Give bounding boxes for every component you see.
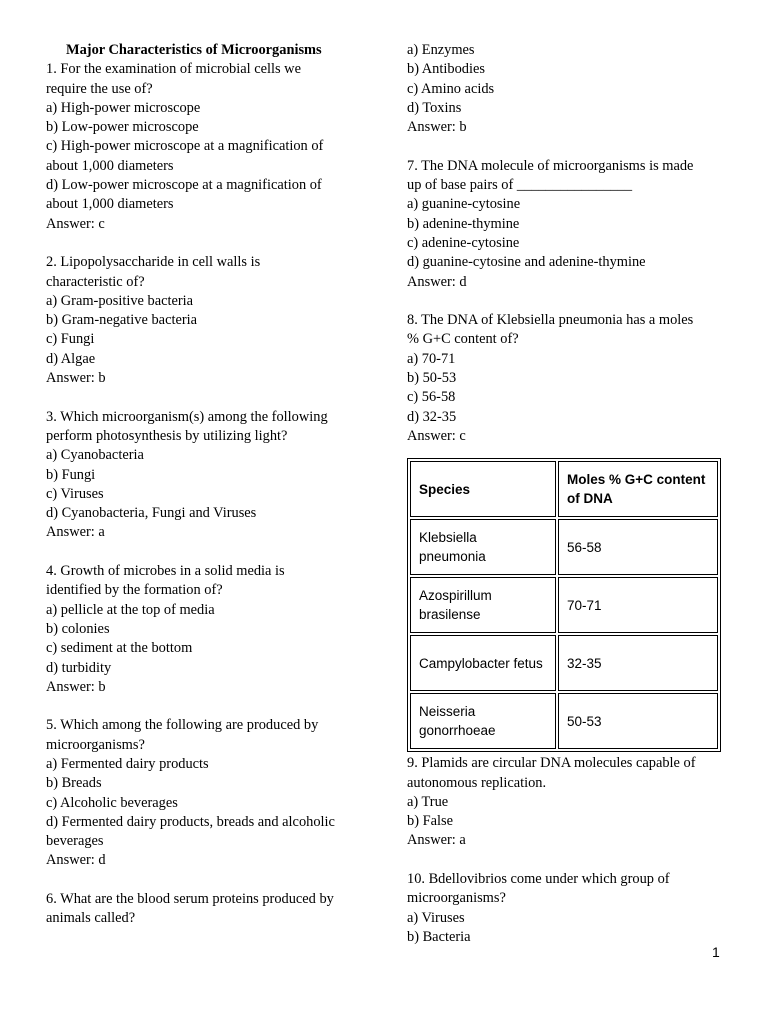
text-line: 5. Which among the following are produced by	[46, 717, 319, 734]
table-header-cell: Species	[410, 461, 556, 517]
text-line: b) Breads	[46, 775, 102, 792]
text-line: 10. Bdellovibrios come under which group of	[407, 871, 670, 888]
text-line: characteristic of?	[46, 273, 145, 290]
right-question-list-bottom	[407, 754, 727, 947]
text-line: 6. What are the blood serum proteins produced by	[46, 891, 334, 908]
table-row	[410, 577, 718, 633]
text-line: require the use of?	[46, 80, 153, 97]
text-line: c) Amino acids	[407, 80, 495, 97]
text-line: a) Fermented dairy products	[46, 755, 209, 772]
text-line: a) pellicle at the top of media	[46, 601, 215, 618]
text-line: a) guanine-cytosine	[407, 196, 521, 213]
text-line: b) Low-power microscope	[46, 119, 199, 136]
text-line: 2. Lipopolysaccharide in cell walls is	[46, 254, 261, 271]
answer-line: Answer: a	[407, 832, 466, 849]
text-line: d) Low-power microscope at a magnification of	[46, 177, 322, 194]
text-line: perform photosynthesis by utilizing light?	[46, 427, 288, 444]
text-line: identified by the formation of?	[46, 582, 223, 599]
species-cell: Campylobacter fetus	[410, 635, 556, 691]
text-line: b) colonies	[46, 620, 110, 637]
table-row	[410, 635, 718, 691]
answer-line: Answer: a	[46, 524, 105, 541]
species-gc-table	[407, 458, 721, 752]
text-line: b) adenine-thymine	[407, 215, 520, 232]
text-line: a) Enzymes	[407, 42, 475, 58]
text-line: c) Fungi	[46, 331, 95, 348]
answer-line: Answer: c	[407, 427, 466, 444]
table-header-row	[410, 461, 718, 517]
answer-line: Answer: b	[46, 370, 106, 387]
text-line: up of base pairs of ________________	[407, 177, 633, 194]
answer-line: Answer: d	[46, 852, 106, 869]
text-line: d) turbidity	[46, 659, 112, 676]
left-column	[46, 41, 376, 929]
gc-content-cell: 70-71	[558, 577, 718, 633]
answer-line: Answer: d	[407, 273, 467, 290]
table-row	[410, 693, 718, 749]
text-line: a) Gram-positive bacteria	[46, 292, 194, 309]
answer-line: Answer: b	[46, 678, 106, 695]
text-line: % G+C content of?	[407, 331, 519, 348]
text-line: d) guanine-cytosine and adenine-thymine	[407, 254, 646, 271]
text-line	[407, 851, 727, 870]
text-line: d) 32-35	[407, 408, 457, 425]
text-line: c) sediment at the bottom	[46, 640, 193, 657]
text-line: beverages	[46, 833, 104, 850]
text-line: c) High-power microscope at a magnification of	[46, 138, 324, 155]
text-line: 9. Plamids are circular DNA molecules capable of	[407, 755, 696, 772]
text-line: 3. Which microorganism(s) among the following	[46, 408, 328, 425]
text-line: a) 70-71	[407, 350, 456, 367]
text-line	[407, 292, 727, 311]
text-line: 1. For the examination of microbial cells we	[46, 61, 301, 78]
text-line: c) 56-58	[407, 389, 456, 406]
text-line: microorganisms?	[407, 890, 506, 907]
text-line	[46, 871, 376, 890]
text-line: a) Viruses	[407, 909, 465, 926]
text-line: c) Viruses	[46, 485, 104, 502]
text-line: a) Cyanobacteria	[46, 447, 144, 464]
text-line: 7. The DNA molecule of microorganisms is made	[407, 157, 694, 174]
species-cell: Azospirillum brasilense	[410, 577, 556, 633]
text-line: a) High-power microscope	[46, 99, 201, 116]
text-line: c) Alcoholic beverages	[46, 794, 178, 811]
text-line: autonomous replication.	[407, 774, 547, 791]
text-line: a) True	[407, 793, 449, 810]
text-line: d) Fermented dairy products, breads and alcoholic	[46, 813, 335, 830]
text-line: d) Cyanobacteria, Fungi and Viruses	[46, 505, 257, 522]
text-line: c) adenine-cytosine	[407, 234, 520, 251]
gc-content-cell: 56-58	[558, 519, 718, 575]
text-line: d) Toxins	[407, 99, 462, 116]
text-line	[46, 543, 376, 562]
text-line	[46, 697, 376, 716]
species-cell: Neisseria gonorrhoeae	[410, 693, 556, 749]
text-line: b) Fungi	[46, 466, 96, 483]
table-row	[410, 519, 718, 575]
table-header-cell: Moles % G+C content of DNA	[558, 461, 718, 517]
text-line	[407, 137, 727, 156]
gc-content-cell: 32-35	[558, 635, 718, 691]
text-line: about 1,000 diameters	[46, 157, 174, 174]
text-line: 8. The DNA of Klebsiella pneumonia has a moles	[407, 312, 694, 329]
text-line: b) Gram-negative bacteria	[46, 312, 198, 329]
gc-content-cell: 50-53	[558, 693, 718, 749]
text-line: b) Antibodies	[407, 61, 485, 78]
page-number: 1	[712, 944, 720, 960]
species-cell: Klebsiella pneumonia	[410, 519, 556, 575]
text-line: b) 50-53	[407, 370, 457, 387]
text-line: b) False	[407, 813, 453, 830]
text-line: 4. Growth of microbes in a solid media is	[46, 563, 285, 580]
text-line	[46, 234, 376, 253]
right-question-list-top	[407, 41, 727, 446]
text-line	[46, 388, 376, 407]
left-question-list	[46, 60, 376, 928]
text-line: about 1,000 diameters	[46, 196, 174, 213]
text-line: b) Bacteria	[407, 928, 471, 945]
right-column	[407, 41, 727, 947]
text-line: d) Algae	[46, 350, 96, 367]
answer-line: Answer: c	[46, 215, 105, 232]
answer-line: Answer: b	[407, 119, 467, 136]
document-title: Major Characteristics of Microorganisms	[66, 42, 322, 58]
text-line: animals called?	[46, 910, 136, 927]
text-line: microorganisms?	[46, 736, 145, 753]
